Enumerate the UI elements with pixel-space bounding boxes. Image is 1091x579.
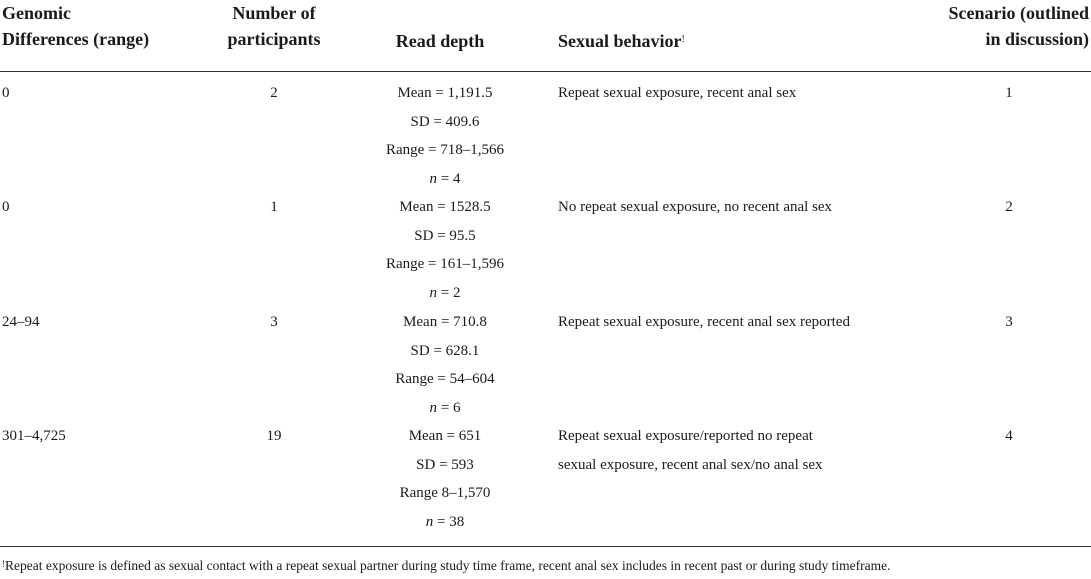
read-depth-range: Range 8–1,570	[399, 485, 491, 502]
header-participants-line2: participants	[227, 29, 321, 49]
row-3-participants: 3	[270, 314, 278, 330]
footnote-mark: !	[2, 559, 5, 569]
sexual-behavior-line: No repeat sexual exposure, no recent anal sex	[558, 199, 833, 215]
read-depth-n-label: n	[429, 400, 438, 417]
header-number-of-participants	[214, 0, 334, 52]
read-depth-mean: Mean = 710.8	[403, 314, 487, 330]
header-read-depth	[380, 28, 500, 54]
read-depth-n-label: n	[429, 285, 438, 302]
row-3-genomic: 24–94	[2, 314, 40, 330]
row-3-scenario: 3	[1005, 314, 1013, 330]
row-3-read-depth	[370, 308, 520, 423]
read-depth-mean: Mean = 1,191.5	[397, 85, 493, 101]
row-4-participants: 19	[266, 428, 282, 444]
row-1-genomic: 0	[2, 85, 10, 101]
read-depth-n-value: = 38	[433, 514, 465, 531]
read-depth-n-value: = 4	[437, 171, 461, 188]
read-depth-n-value: = 2	[437, 285, 461, 302]
row-1-participants: 2	[270, 85, 278, 101]
row-2-scenario: 2	[1005, 199, 1013, 215]
table-footnote	[2, 557, 890, 575]
header-scenario	[914, 0, 1089, 52]
header-participants-line1: Number of	[232, 3, 316, 23]
header-scenario-line1: Scenario (outlined	[948, 3, 1089, 23]
header-sexual-behavior-label: Sexual behavior	[558, 31, 682, 51]
row-4-sexual-behavior	[558, 422, 822, 479]
read-depth-sd: SD = 95.5	[414, 227, 476, 244]
read-depth-mean: Mean = 651	[408, 428, 482, 444]
read-depth-range: Range = 54–604	[395, 371, 495, 388]
read-depth-sd: SD = 409.6	[410, 113, 480, 130]
read-depth-n-label: n	[425, 514, 434, 531]
header-genomic-line1: Genomic	[2, 3, 71, 23]
read-depth-range: Range = 718–1,566	[385, 142, 505, 159]
row-1-scenario: 1	[1005, 85, 1013, 101]
read-depth-n	[370, 279, 520, 308]
read-depth-n-label: n	[429, 171, 438, 188]
read-depth-n-value: = 6	[437, 400, 461, 417]
row-4-read-depth	[370, 422, 520, 537]
sexual-behavior-line: Repeat sexual exposure, recent anal sex	[558, 85, 797, 101]
header-scenario-line2: in discussion)	[985, 29, 1089, 49]
read-depth-n	[370, 394, 520, 423]
read-depth-n	[370, 508, 520, 537]
read-depth-range: Range = 161–1,596	[385, 256, 505, 273]
row-3-sexual-behavior	[558, 308, 850, 337]
header-rule	[0, 71, 1091, 72]
header-sexual-behavior	[558, 28, 685, 54]
read-depth-mean: Mean = 1528.5	[399, 199, 491, 215]
row-4-genomic: 301–4,725	[2, 428, 66, 444]
read-depth-sd: SD = 628.1	[410, 342, 480, 359]
header-footnote-mark: !	[681, 34, 685, 45]
row-4-scenario: 4	[1005, 428, 1013, 444]
sexual-behavior-line: sexual exposure, recent anal sex/no anal sex	[558, 456, 823, 473]
read-depth-n	[370, 165, 520, 194]
header-genomic-differences	[2, 0, 149, 52]
row-1-read-depth	[370, 79, 520, 194]
row-2-genomic: 0	[2, 199, 10, 215]
sexual-behavior-line: Repeat sexual exposure/reported no repeat	[558, 428, 813, 444]
header-read-depth-label: Read depth	[395, 31, 485, 51]
read-depth-sd: SD = 593	[416, 456, 474, 473]
bottom-rule	[0, 546, 1091, 547]
sexual-behavior-line: Repeat sexual exposure, recent anal sex reported	[558, 314, 850, 330]
row-2-sexual-behavior	[558, 193, 832, 222]
row-2-read-depth	[370, 193, 520, 308]
row-2-participants: 1	[270, 199, 278, 215]
footnote-text: Repeat exposure is defined as sexual contact with a repeat sexual partner during study time frame, recent anal sex includes in recent past or during study timeframe.	[5, 558, 891, 573]
row-1-sexual-behavior	[558, 79, 796, 108]
header-genomic-line2: Differences (range)	[2, 29, 150, 49]
